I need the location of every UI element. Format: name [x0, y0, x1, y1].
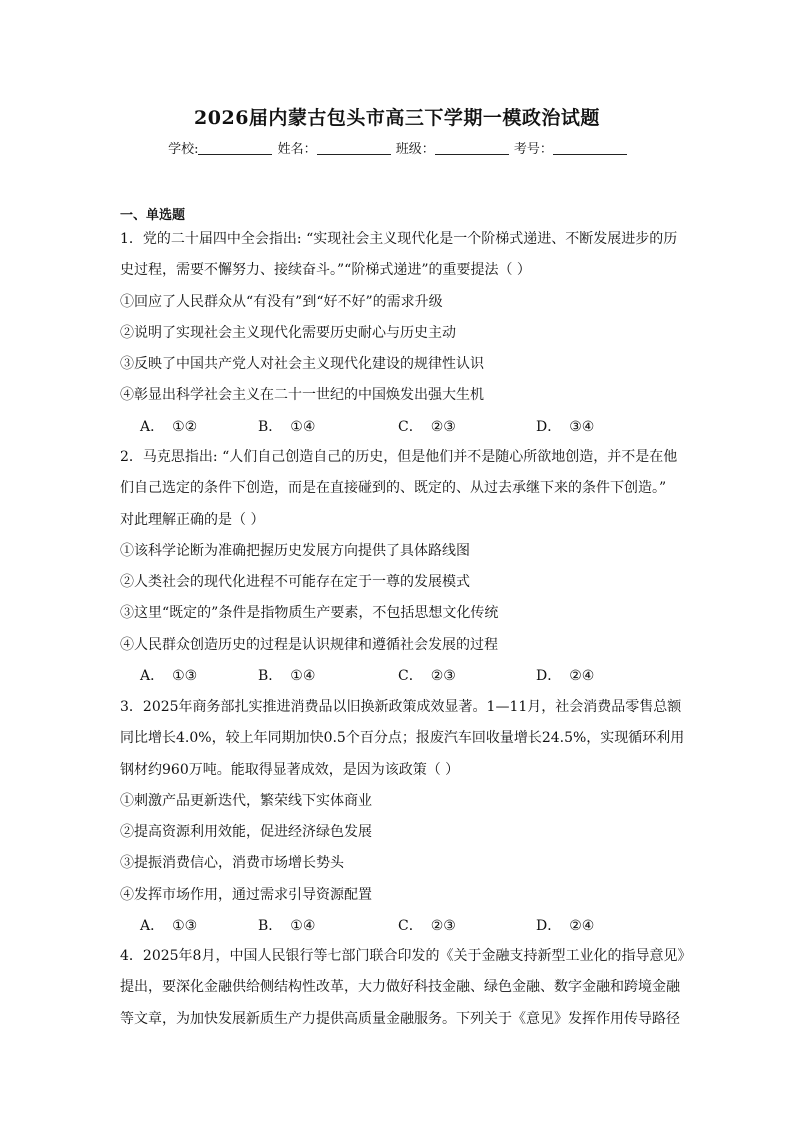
question-stem-line: 等文章，为加快发展新质生产力提供高质量金融服务。下列关于《意见》发挥作用传导路径: [120, 1010, 680, 1027]
choice-d[interactable]: D． ②④: [536, 668, 595, 685]
choice-b[interactable]: B． ①④: [258, 918, 316, 935]
statement-option: ②人类社会的现代化进程不可能存在定于一尊的发展模式: [120, 574, 470, 591]
page-title: 2026届内蒙古包头市高三下学期一模政治试题: [194, 107, 600, 129]
question-stem-line: 3．2025年商务部扎实推进消费品以旧换新政策成效显著。1—11月，社会消费品零售总额: [120, 699, 682, 715]
choice-c[interactable]: C． ②③: [398, 668, 456, 685]
choice-c[interactable]: C． ②③: [398, 918, 456, 935]
answer-choices: [120, 412, 680, 443]
choice-a[interactable]: A． ①②: [140, 418, 198, 435]
question-stem-line: 1．党的二十届四中全会指出: “实现社会主义现代化是一个阶梯式递进、不断发展进步的历: [120, 231, 678, 247]
question-stem-line: 们自己选定的条件下创造，而是在直接碰到的、既定的、从过去承继下来的条件下创造。”: [120, 480, 667, 497]
choice-d[interactable]: D． ③④: [536, 418, 595, 435]
number-label: 考号：: [513, 142, 553, 157]
statement-option: ④人民群众创造历史的过程是认识规律和遵循社会发展的过程: [120, 636, 498, 653]
name-label: 姓名：: [277, 142, 317, 157]
class-blank[interactable]: [435, 142, 509, 155]
answer-choices: [120, 661, 680, 692]
question-3: [120, 692, 685, 942]
school-blank[interactable]: [198, 142, 272, 155]
choice-d[interactable]: D． ②④: [536, 918, 595, 935]
question-stem-line: 钢材约960万吨。能取得显著成效，是因为该政策（ ）: [120, 761, 460, 778]
question-stem-line: 史过程，需要不懈努力、接续奋斗。”“阶梯式递进”的重要提法（ ）: [120, 262, 531, 279]
question-stem-line: 4．2025年8月，中国人民银行等七部门联合印发的《关于金融支持新型工业化的指导意见》: [120, 948, 692, 964]
question-4: [120, 941, 692, 1035]
answer-choices: [120, 911, 680, 942]
choice-a[interactable]: A． ①③: [140, 668, 198, 685]
question-stem-line: 同比增长4.0%，较上年同期加快0.5个百分点；报废汽车回收量增长24.5%，实现循环利用: [120, 730, 685, 747]
statement-option: ④发挥市场作用，通过需求引导资源配置: [120, 886, 372, 903]
name-blank[interactable]: [317, 142, 391, 155]
class-label: 班级：: [395, 142, 435, 157]
statement-option: ①该科学论断为准确把握历史发展方向提供了具体路线图: [120, 542, 470, 559]
statement-option: ②说明了实现社会主义现代化需要历史耐心与历史主动: [120, 324, 456, 341]
statement-option: ③反映了中国共产党人对社会主义现代化建设的规律性认识: [120, 356, 484, 373]
question-stem-line: 提出，要深化金融供给侧结构性改革，大力做好科技金融、绿色金融、数字金融和跨境金融: [120, 979, 680, 996]
choice-b[interactable]: B． ①④: [258, 668, 316, 685]
statement-option: ①回应了人民群众从“有没有”到“好不好”的需求升级: [120, 293, 443, 310]
choice-c[interactable]: C． ②③: [398, 418, 456, 435]
question-stem-line: 2．马克思指出: “人们自己创造自己的历史，但是他们并不是随心所欲地创造，并不是在他: [120, 449, 678, 465]
question-stem-line: 对此理解正确的是（ ）: [120, 511, 265, 528]
student-info-row: [0, 138, 794, 157]
statement-option: ④彰显出科学社会主义在二十一世纪的中国焕发出强大生机: [120, 387, 484, 404]
choice-a[interactable]: A． ①③: [140, 918, 198, 935]
statement-option: ③这里“既定的”条件是指物质生产要素，不包括思想文化传统: [120, 605, 499, 622]
section-heading: 一、单选题: [120, 208, 186, 223]
question-1: [120, 224, 680, 443]
school-label: 学校:: [168, 142, 199, 157]
statement-option: ①刺激产品更新迭代，繁荣线下实体商业: [120, 792, 372, 809]
number-blank[interactable]: [553, 142, 627, 155]
choice-b[interactable]: B． ①④: [258, 418, 316, 435]
question-2: [120, 442, 680, 692]
statement-option: ③提振消费信心，消费市场增长势头: [120, 855, 344, 872]
statement-option: ②提高资源利用效能，促进经济绿色发展: [120, 824, 372, 841]
